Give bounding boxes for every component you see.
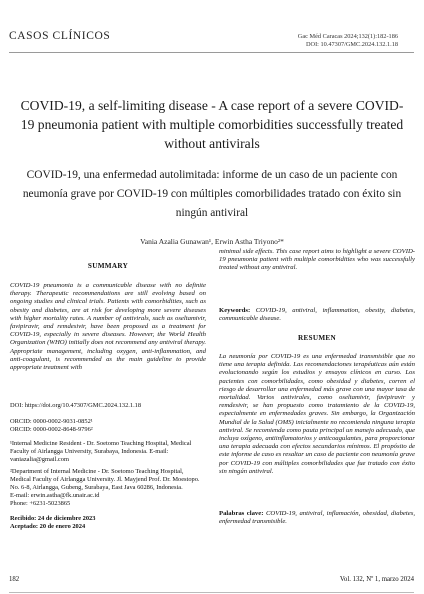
section-label: CASOS CLÍNICOS xyxy=(9,30,111,42)
journal-reference xyxy=(298,33,398,49)
keywords-spanish xyxy=(219,510,415,526)
author2-phone: Phone: +6231-5023865 xyxy=(10,500,71,507)
resumen-text: La neumonía por COVID-19 es una enfermedad transmisible que no tiene una terapia definida. Las recomendaciones terapéuticas aún están evolucionando según los estudios y ensayos clínicos en curso. Los pacientes con comorbilidades, como obesidad y diabetes, corren el riesgo de desarrollar una enfermedad más grave con una mayor tasa de mortalidad. Varios antivirales, como oseltamivir, favipiravir y remdesivir, se han propuesto como tratamiento de la COVID-19, especialmente en enfermedades graves. Sin embargo, la Organización Mundial de la Salud (OMS) inicialmente no recomienda ninguna terapia antiviral. Se recomienda como pauta principal un manejo adecuado, que incluya oxígeno, antiinflamatorios y anticoagulantes, para proporcionar una terapia adecuada con efectos secundarios mínimos. El propósito de este informe de caso es resaltar un caso de paciente con neumonía grave por COVID-19 con múltiples comorbilidades que fue tratado con éxito sin ningún antiviral. xyxy=(219,353,415,475)
header-doi: DOI: 10.47307/GMC.2024.132.1.18 xyxy=(305,41,398,48)
resumen-heading: RESUMEN xyxy=(297,334,337,342)
article-doi-link[interactable]: DOI: https://doi.org/10.47307/GMC.2024.132.1.18 xyxy=(10,402,142,409)
page-number: 182 xyxy=(9,576,20,583)
affiliation-author2: ²Department of Internal Medicine - Dr. Soetomo Teaching Hospital, Medical Faculty of Airlangga University. Jl. Mayjend Prof. Dr. Moestopo. No. 6-8, Airlangga, Gubeng, Surabaya, East Java 60286, Indonesia. xyxy=(10,468,200,491)
summary-heading: SUMMARY xyxy=(87,262,129,270)
header-rule xyxy=(9,52,414,53)
citation: Gac Méd Caracas 2024;132(1):182-186 xyxy=(297,33,398,40)
volume-issue: Vol. 132, Nº 1, marzo 2024 xyxy=(339,576,414,583)
author-line: Vania Azalia Gunawan¹, Erwin Astha Triyono²* xyxy=(140,237,284,246)
palabras-clave-label: Palabras clave: xyxy=(219,510,264,517)
orcid-author2[interactable]: ORCID: 0000-0002-8648-9796² xyxy=(10,426,93,433)
summary-text: COVID-19 pneumonia is a communicable disease with no definite therapy. Therapeutic recommendations are still evolving based on ongoing studies and clinical trials. Patients with comorbidities, such as obesity and diabetes, are at risk for developing more severe diseases with higher mortality rates. A number of antivirals, such as oseltamivir, favipiravir, and remdesivir, have been proposed as a treatment for COVID-19, especially in severe diseases. However, the World Health Organization (WHO) initially does not recommend any antiviral therapy. Appropriate management, including oxygen, anti-inflammation, and anti-coagulant, is recommended as the main guideline to provide appropriate treatment with xyxy=(10,282,206,372)
front-matter xyxy=(10,402,206,531)
author2-email[interactable]: E-mail: erwin.astha@fk.unair.ac.id xyxy=(10,492,100,499)
article-title-english: COVID-19, a self-limiting disease - A case report of a severe COVID-19 pneumonia patient with multiple comorbidities successfully treated without antivirals xyxy=(20,98,404,151)
affiliation-author1: ¹Internal Medicine Resident - Dr. Soetomo Teaching Hospital, Medical Faculty of Airlangga University, Surabaya, Indonesia. E-mail: vaniazalia@gmail.com xyxy=(10,440,192,463)
summary-continuation: minimal side effects. This case report aims to highlight a severe COVID-19 pneumonia patient with multiple comorbidities who was successfully treated without any antiviral. xyxy=(219,248,415,272)
orcid-author1[interactable]: ORCID: 0000-0002-9031-0852¹ xyxy=(10,418,93,425)
accepted-date: Aceptado: 20 de enero 2024 xyxy=(10,523,86,530)
palabras-clave-list: COVID-19, antiviral, inflamación, obesidad, diabetes, enfermedad transmisible. xyxy=(219,510,416,526)
received-date: Recibido: 24 de diciembre 2023 xyxy=(10,515,96,522)
keywords-label: Keywords: xyxy=(219,307,251,314)
keywords-english xyxy=(219,307,415,323)
article-title-spanish: COVID-19, una enfermedad autolimitada: informe de un caso de un paciente con neumonía grave por COVID-19 con múltiples comorbilidades tratado con éxito sin ningún antiviral xyxy=(22,169,402,219)
footer-rule xyxy=(9,592,414,593)
keywords-list: COVID-19, antiviral, inflammation, obesity, diabetes, communicable disease. xyxy=(219,307,415,323)
